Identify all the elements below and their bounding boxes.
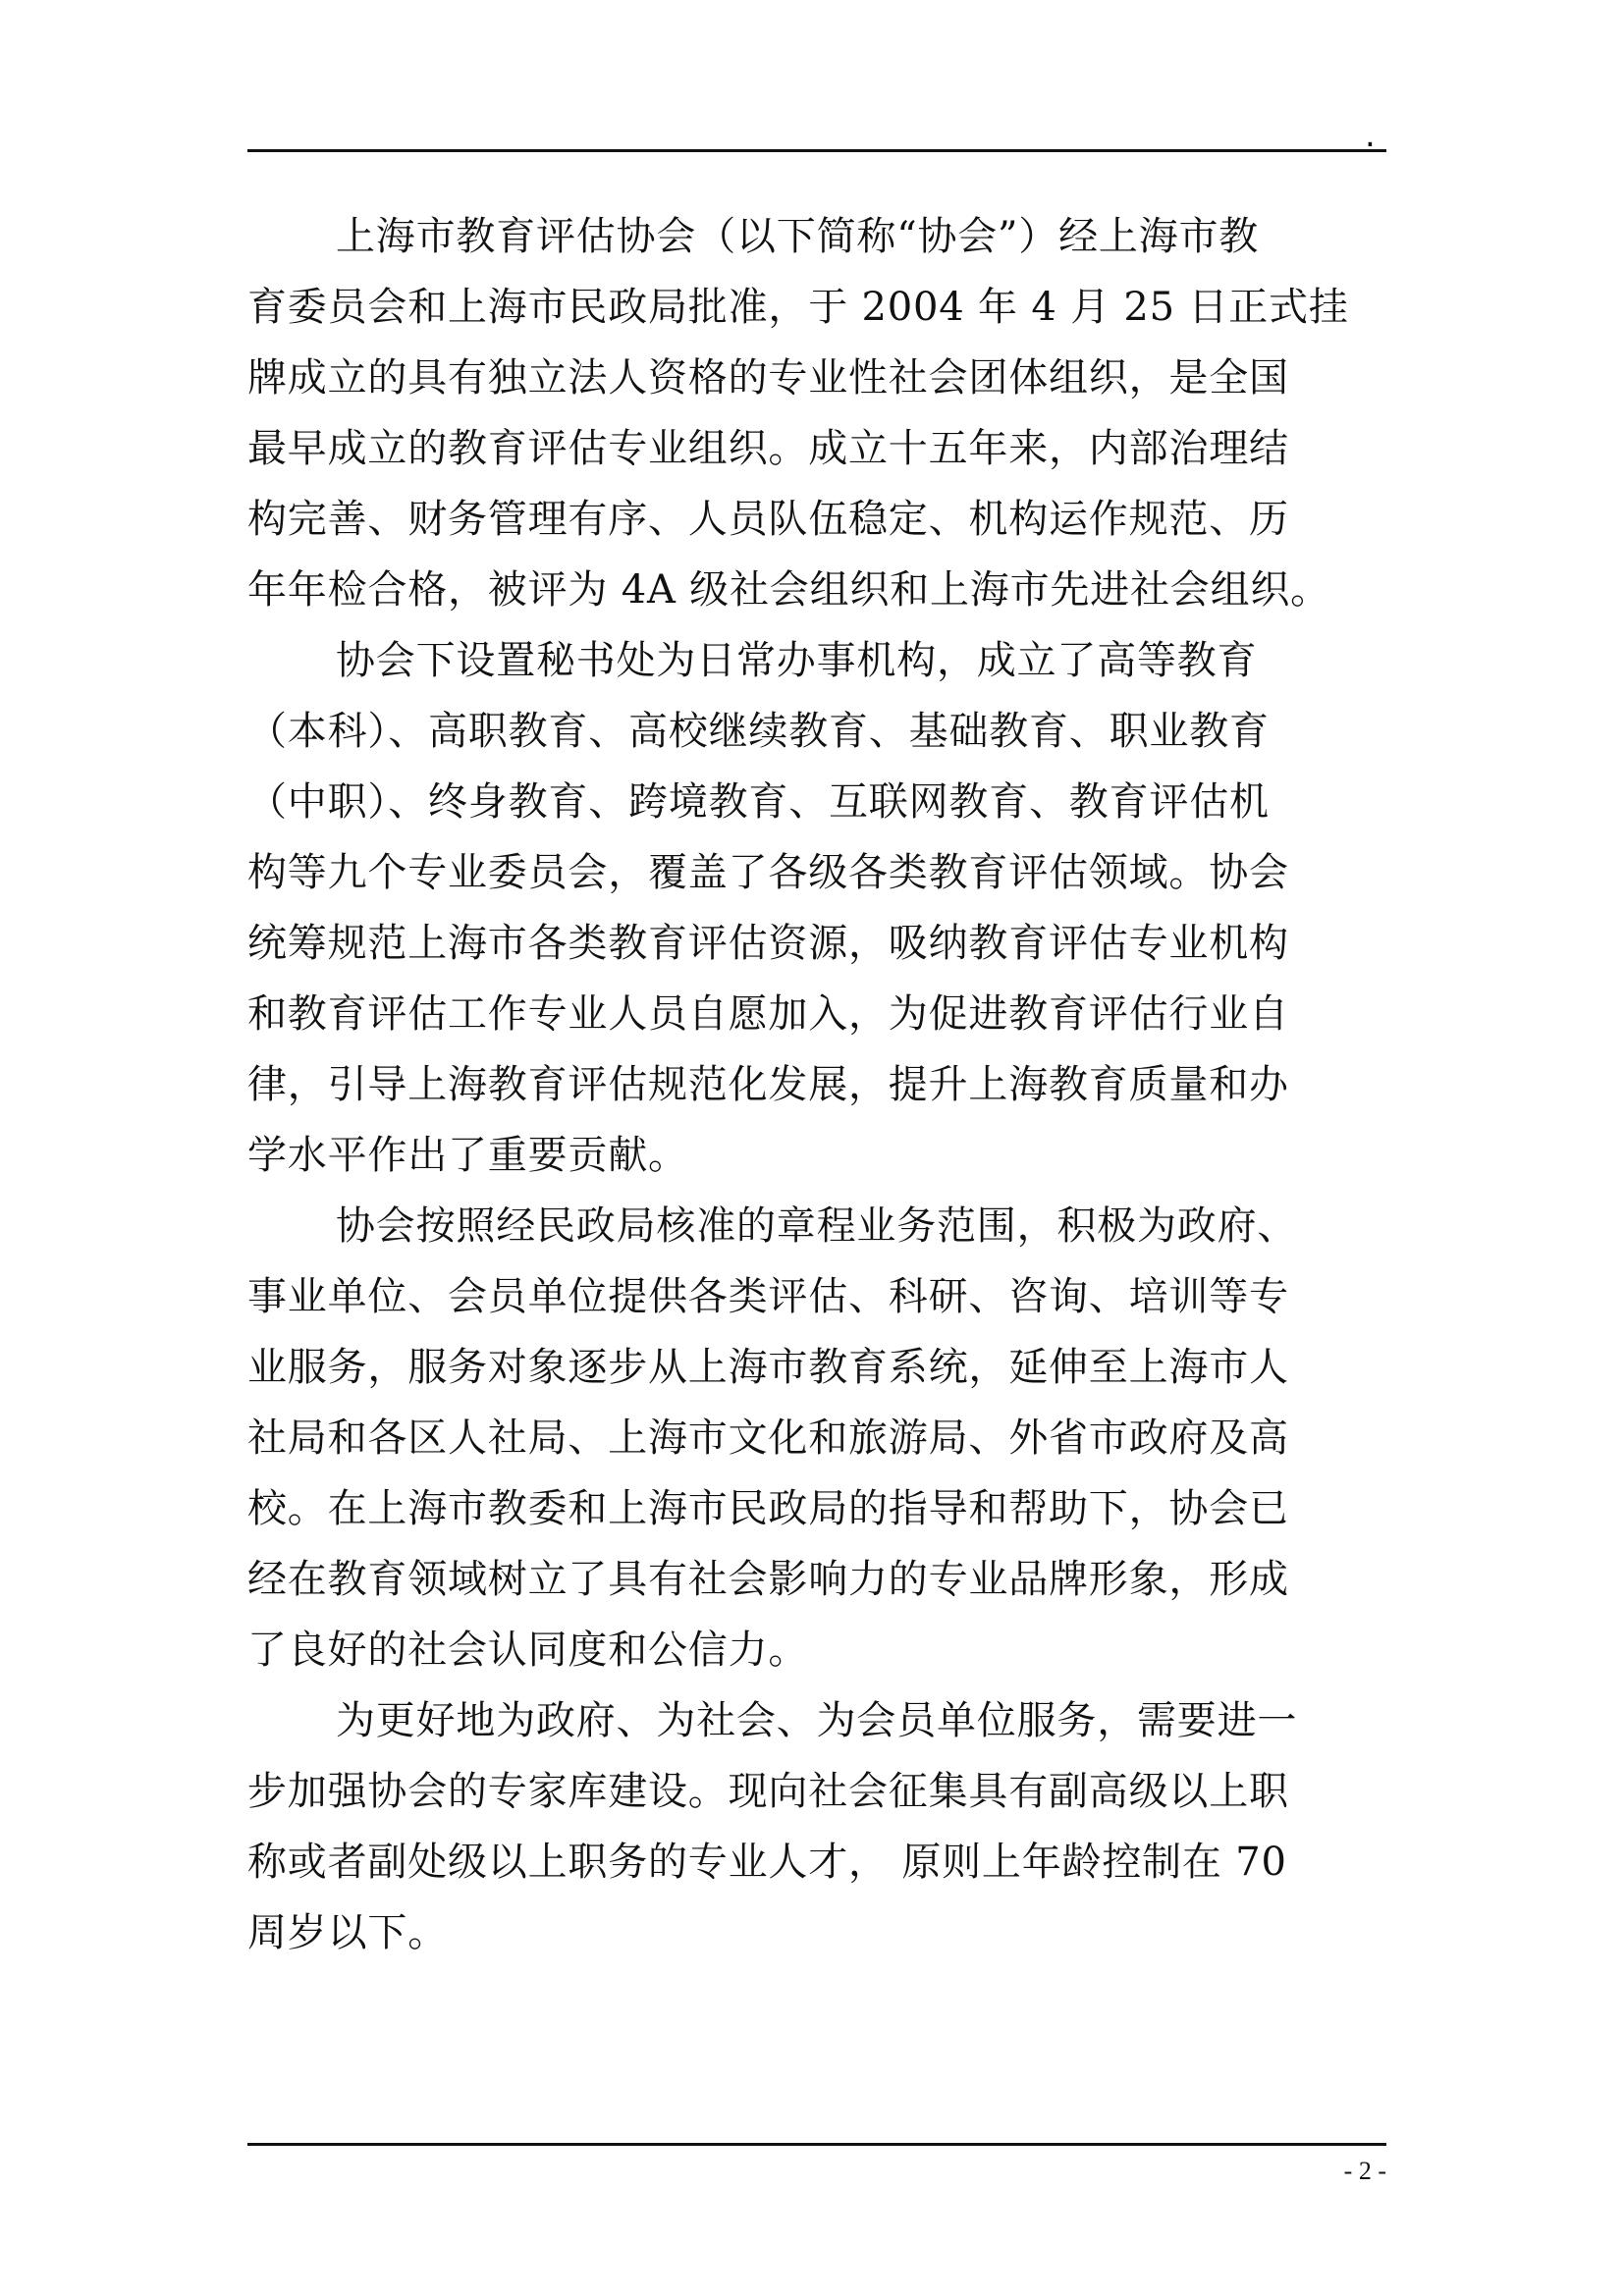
text-line: 称或者副处级以上职务的专业人才， 原则上年龄控制在 70 xyxy=(247,1840,1287,1885)
header-mark: . xyxy=(1365,116,1376,155)
text-line: （本科）、高职教育、高校继续教育、基础教育、职业教育 xyxy=(247,709,1270,754)
text-line: 协会下设置秘书处为日常办事机构，成立了高等教育 xyxy=(336,638,1258,683)
page-number: - 2 - xyxy=(1343,2157,1386,2185)
body-text xyxy=(247,201,1386,1968)
text-line: 了良好的社会认同度和公信力。 xyxy=(247,1628,809,1673)
footer-rule xyxy=(247,2143,1386,2146)
text-line: 年年检合格，被评为 4A 级社会组织和上海市先进社会组织。 xyxy=(247,567,1330,613)
text-line: 校。在上海市教委和上海市民政局的指导和帮助下，协会已 xyxy=(247,1486,1289,1531)
paragraph-association-intro xyxy=(247,201,1386,625)
text-line: 协会按照经民政局核准的章程业务范围，积极为政府、 xyxy=(336,1203,1298,1249)
text-line: 为更好地为政府、为社会、为会员单位服务，需要进一 xyxy=(336,1698,1298,1743)
text-line: 周岁以下。 xyxy=(247,1910,448,1955)
text-line: 牌成立的具有独立法人资格的专业性社会团体组织，是全国 xyxy=(247,355,1289,400)
text-line: 上海市教育评估协会（以下简称“协会”）经上海市教 xyxy=(336,214,1260,259)
text-line: 步加强协会的专家库建设。现向社会征集具有副高级以上职 xyxy=(247,1769,1289,1814)
text-line: 社局和各区人社局、上海市文化和旅游局、外省市政府及高 xyxy=(247,1415,1289,1461)
text-line: 事业单位、会员单位提供各类评估、科研、咨询、培训等专 xyxy=(247,1274,1289,1319)
text-line: 构完善、财务管理有序、人员队伍稳定、机构运作规范、历 xyxy=(247,497,1289,542)
paragraph-expert-recruitment xyxy=(247,1685,1386,1968)
text-line: （中职）、终身教育、跨境教育、互联网教育、教育评估机 xyxy=(247,779,1270,825)
text-line: 业服务，服务对象逐步从上海市教育系统，延伸至上海市人 xyxy=(247,1345,1289,1390)
text-line: 育委员会和上海市民政局批准，于 2004 年 4 月 25 日正式挂 xyxy=(247,285,1349,330)
text-line: 最早成立的教育评估专业组织。成立十五年来，内部治理结 xyxy=(247,426,1289,471)
text-line: 和教育评估工作专业人员自愿加入，为促进教育评估行业自 xyxy=(247,991,1289,1037)
text-line: 律，引导上海教育评估规范化发展，提升上海教育质量和办 xyxy=(247,1062,1289,1107)
paragraph-organization-structure xyxy=(247,625,1386,1191)
text-line: 学水平作出了重要贡献。 xyxy=(247,1133,688,1178)
text-line: 统筹规范上海市各类教育评估资源，吸纳教育评估专业机构 xyxy=(247,921,1289,966)
header-rule xyxy=(247,149,1386,152)
text-line: 经在教育领域树立了具有社会影响力的专业品牌形象，形成 xyxy=(247,1557,1289,1602)
text-line: 构等九个专业委员会，覆盖了各级各类教育评估领域。协会 xyxy=(247,850,1289,895)
paragraph-services xyxy=(247,1191,1386,1685)
